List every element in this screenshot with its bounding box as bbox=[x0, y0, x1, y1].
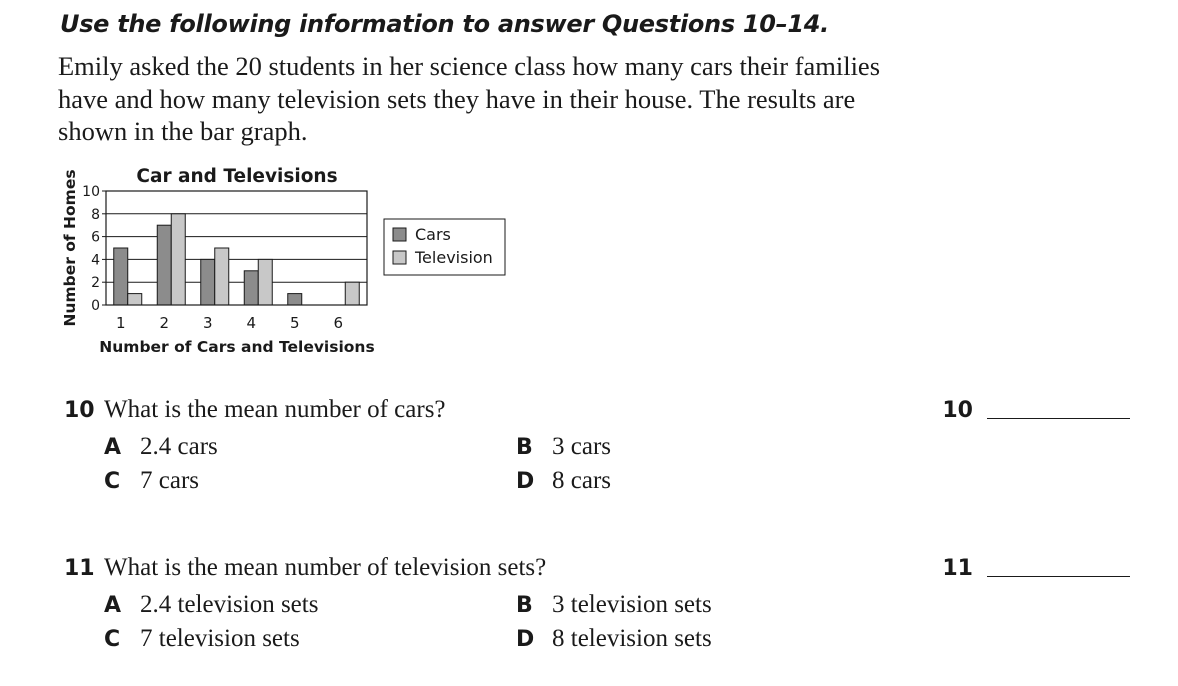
y-tick-label: 10 bbox=[82, 184, 100, 200]
choice-c[interactable] bbox=[104, 625, 300, 653]
x-tick-label: 4 bbox=[246, 314, 257, 332]
choice-letter: A bbox=[104, 435, 122, 460]
bar-cars-2 bbox=[157, 225, 171, 305]
intro-paragraph: Emily asked the 20 students in her science class how many cars their families have and how many television sets they have in their house. The results are shown in the bar graph. bbox=[58, 51, 881, 146]
legend-label-cars: Cars bbox=[415, 225, 451, 244]
question-text: What is the mean number of television sets? bbox=[104, 554, 547, 581]
question-text: What is the mean number of cars? bbox=[104, 396, 446, 423]
choice-c[interactable] bbox=[104, 467, 199, 495]
bar-television-2 bbox=[171, 214, 185, 305]
choice-a[interactable] bbox=[104, 433, 218, 461]
bar-chart bbox=[0, 0, 560, 370]
question-number: 10 bbox=[64, 398, 95, 423]
plot-frame bbox=[106, 191, 367, 305]
choice-letter: A bbox=[104, 593, 122, 618]
x-tick-label: 3 bbox=[202, 314, 213, 332]
bar-cars-4 bbox=[244, 271, 258, 305]
x-tick-label: 6 bbox=[333, 314, 344, 332]
bar-cars-5 bbox=[288, 294, 302, 305]
question-number: 11 bbox=[64, 556, 95, 581]
chart-title: Car and Televisions bbox=[136, 166, 338, 187]
choice-text: 7 cars bbox=[140, 467, 199, 494]
choice-a[interactable] bbox=[104, 591, 318, 619]
choice-d[interactable] bbox=[516, 625, 712, 653]
choice-letter: C bbox=[104, 627, 121, 652]
legend-swatch-cars bbox=[393, 228, 406, 241]
bar-cars-3 bbox=[201, 259, 215, 305]
choice-text: 2.4 cars bbox=[140, 433, 218, 460]
choice-text: 7 television sets bbox=[140, 625, 300, 652]
choice-letter: D bbox=[516, 469, 535, 494]
x-tick-label: 5 bbox=[289, 314, 300, 332]
y-tick-label: 6 bbox=[91, 229, 100, 246]
choice-letter: B bbox=[516, 593, 533, 618]
choice-text: 2.4 television sets bbox=[140, 591, 319, 618]
x-tick-label: 1 bbox=[115, 314, 126, 332]
choice-letter: B bbox=[516, 435, 533, 460]
x-tick-label: 2 bbox=[159, 314, 170, 332]
bar-cars-1 bbox=[114, 248, 128, 305]
instructions-heading: Use the following information to answer Questions 10–14. bbox=[60, 10, 830, 38]
answer-blank[interactable] bbox=[987, 418, 1130, 419]
choice-letter: D bbox=[516, 627, 535, 652]
y-tick-label: 0 bbox=[91, 298, 100, 314]
choice-text: 3 television sets bbox=[552, 591, 712, 618]
choice-b[interactable] bbox=[516, 591, 712, 619]
answer-label: 11 bbox=[942, 556, 973, 581]
bar-television-6 bbox=[345, 282, 359, 305]
bar-television-1 bbox=[128, 294, 142, 305]
choice-d[interactable] bbox=[516, 467, 611, 495]
y-tick-label: 4 bbox=[91, 252, 100, 269]
bar-television-3 bbox=[215, 248, 229, 305]
legend-swatch-television bbox=[393, 251, 406, 264]
y-tick-label: 2 bbox=[91, 275, 100, 292]
x-axis-label: Number of Cars and Televisions bbox=[99, 338, 375, 356]
choice-letter: C bbox=[104, 469, 121, 494]
answer-blank[interactable] bbox=[987, 576, 1130, 577]
y-axis-label: Number of Homes bbox=[61, 169, 79, 327]
bar-television-4 bbox=[258, 259, 272, 305]
choice-text: 8 television sets bbox=[552, 625, 712, 652]
y-tick-label: 8 bbox=[91, 206, 100, 223]
choice-text: 3 cars bbox=[552, 433, 611, 460]
legend-label-television: Television bbox=[415, 248, 493, 267]
choice-text: 8 cars bbox=[552, 467, 611, 494]
answer-label: 10 bbox=[942, 398, 973, 423]
choice-b[interactable] bbox=[516, 433, 611, 461]
